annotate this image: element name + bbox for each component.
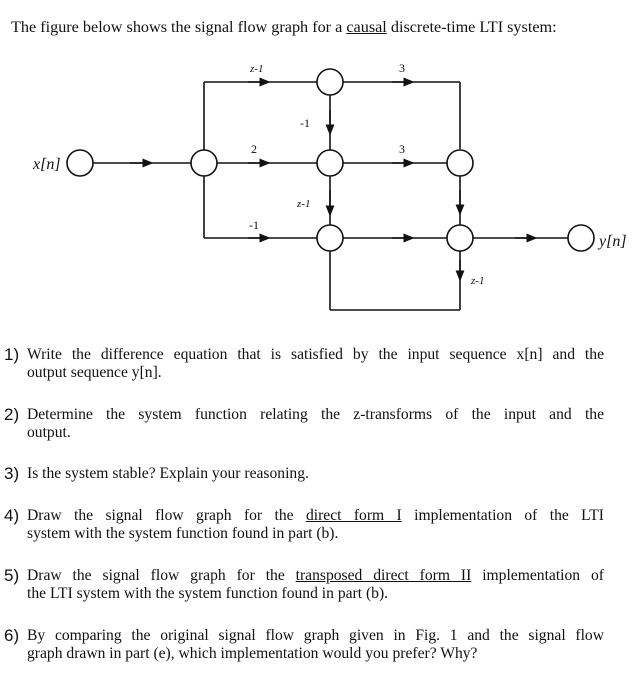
question-1-line-2: output sequence y[n].: [27, 364, 162, 381]
question-6-line-2: graph drawn in part (e), which implementation would you prefer? Why?: [27, 645, 478, 662]
question-4-number: 4): [4, 506, 20, 525]
gain-bottom-left: -1: [249, 218, 259, 232]
input-label: x[n]: [33, 156, 61, 173]
question-6: [4, 627, 604, 663]
gain-mid-right: 3: [399, 142, 405, 156]
transposed-direct-form-ii-term: transposed direct form II: [295, 567, 472, 584]
intro-text: [11, 18, 557, 37]
question-6-line-1: By comparing the original signal flow graph given in Fig. 1 and the signal flow: [27, 627, 604, 644]
gain-bottom-right-delay: z-1: [471, 275, 485, 287]
node-bottom-right: [447, 225, 473, 251]
gain-vertical-mid: -1: [300, 116, 310, 130]
gain-top-right: 3: [399, 61, 405, 75]
node-input: [67, 150, 93, 176]
question-5-line-2: the LTI system with the system function found in part (b).: [27, 585, 389, 602]
intro-after: discrete-time LTI system:: [386, 18, 557, 36]
node-center: [317, 150, 343, 176]
question-1-number: 1): [4, 345, 20, 364]
question-2-line-1: Determine the system function relating the z-transforms of the input and the: [27, 406, 604, 423]
question-1-line-1: Write the difference equation that is satisfied by the input sequence x[n] and the: [27, 346, 604, 363]
question-4: [4, 507, 604, 543]
node-bottom-center: [317, 225, 343, 251]
intro-before: The figure below shows the signal flow graph for a: [11, 18, 347, 36]
question-2: [4, 406, 604, 442]
node-right-mid: [447, 150, 473, 176]
question-6-number: 6): [4, 626, 20, 645]
node-left-mid: [191, 150, 217, 176]
question-3-number: 3): [4, 464, 20, 483]
node-top-center: [317, 69, 343, 95]
output-label: y[n]: [599, 233, 627, 250]
gain-mid-left: 2: [251, 142, 257, 156]
question-1: [4, 346, 604, 382]
question-4-line-2: system with the system function found in part (b).: [27, 525, 339, 542]
question-5-number: 5): [4, 566, 20, 585]
node-output: [568, 225, 594, 251]
question-3-line-1: Is the system stable? Explain your reasoning.: [27, 465, 309, 482]
intro-underlined: causal: [346, 18, 387, 36]
question-2-number: 2): [4, 405, 20, 424]
direct-form-i-term: direct form I: [305, 507, 402, 524]
gain-vertical-delay: z-1: [297, 198, 311, 210]
signal-flow-graph: [0, 50, 639, 335]
question-5: [4, 567, 604, 603]
question-4-line-1: Draw the signal flow graph for the direct form I implementation of the LTI: [27, 507, 604, 524]
question-5-line-1: Draw the signal flow graph for the transposed direct form II implementation of: [27, 567, 604, 584]
gain-top-delay: z-1: [250, 63, 264, 75]
question-3: [4, 465, 604, 483]
question-2-line-2: output.: [27, 424, 71, 441]
